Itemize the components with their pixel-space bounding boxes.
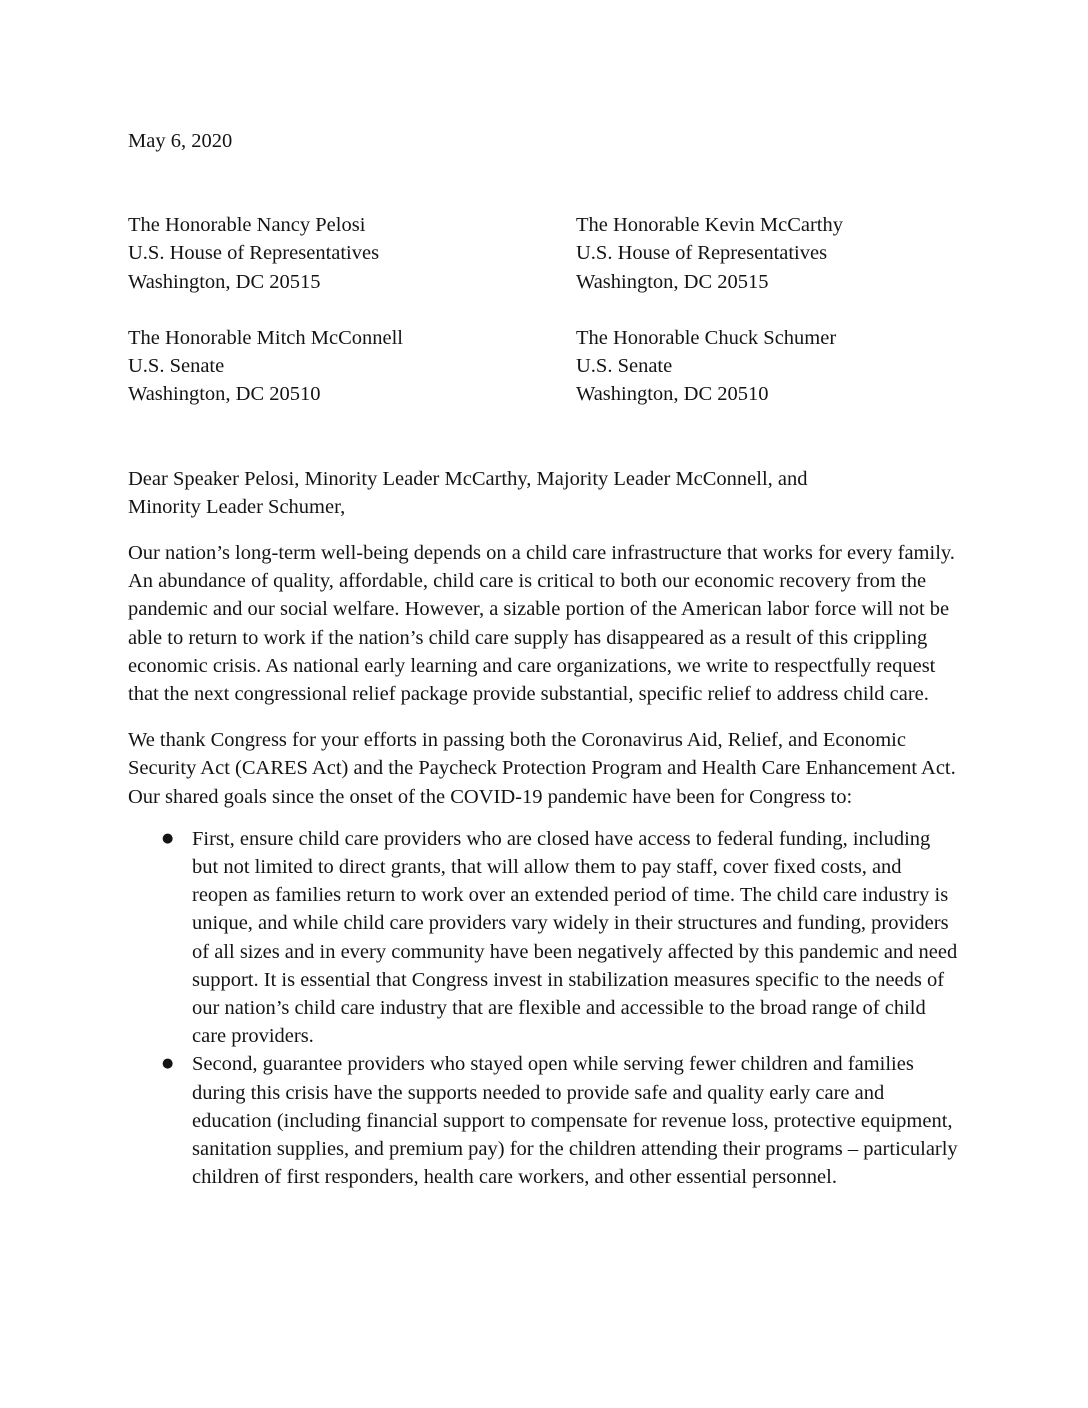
recipient-mcconnell xyxy=(128,324,576,409)
recipient-mccarthy xyxy=(576,211,956,296)
recipient-office: U.S. Senate xyxy=(576,355,673,378)
recipient-schumer xyxy=(576,324,956,409)
recipient-name: The Honorable Nancy Pelosi xyxy=(128,214,366,237)
letter-page xyxy=(128,127,958,1191)
recipient-office: U.S. House of Representatives xyxy=(128,242,380,265)
goal-text: First, ensure child care providers who are closed have access to federal funding, including but not limited to direct grants, that will allow them to pay staff, cover fixed costs, and reopen as families return to work over an extended period of time. The child care industry is unique, and while child care providers vary widely in their structures and funding, providers of all sizes and in every community have been negatively affected by this pandemic and need support. It is essential that Congress invest in stabilization measures specific to the needs of our nation’s child care industry that are flexible and accessible to the broad range of child care providers. xyxy=(192,827,958,1048)
goals-list xyxy=(128,825,958,1192)
salutation-line: Dear Speaker Pelosi, Minority Leader McCarthy, Majority Leader McConnell, and xyxy=(128,467,808,490)
recipient-city: Washington, DC 20515 xyxy=(576,270,769,293)
recipient-office: U.S. House of Representatives xyxy=(576,242,828,265)
recipient-column-left xyxy=(128,211,576,408)
list-item xyxy=(128,825,958,1051)
bullet-icon: ● xyxy=(162,1056,174,1072)
recipient-office: U.S. Senate xyxy=(128,355,225,378)
recipient-city: Washington, DC 20510 xyxy=(576,383,769,406)
recipient-name: The Honorable Mitch McConnell xyxy=(128,327,403,349)
recipient-city: Washington, DC 20515 xyxy=(128,270,321,293)
recipient-pelosi xyxy=(128,211,576,296)
body-paragraph-intro: Our nation’s long-term well-being depends on a child care infrastructure that works for every family. An abundance of quality, affordable, child care is critical to both our economic recovery from the pandemic and our social welfare. However, a sizable portion of the American labor force will not be able to return to work if the nation’s child care supply has disappeared as a result of this crippling economic crisis. As national early learning and care organizations, we write to respectfully request that the next congressional relief package provide substantial, specific relief to address child care. xyxy=(128,542,955,706)
letter-date: May 6, 2020 xyxy=(128,130,233,152)
salutation-line: Minority Leader Schumer, xyxy=(128,495,346,518)
recipient-city: Washington, DC 20510 xyxy=(128,383,321,406)
recipient-name: The Honorable Chuck Schumer xyxy=(576,327,837,349)
bullet-icon: ● xyxy=(162,830,174,846)
salutation xyxy=(128,465,958,521)
recipient-addresses xyxy=(128,211,958,408)
goal-text: Second, guarantee providers who stayed open while serving fewer children and families during this crisis have the supports needed to provide safe and quality early care and education (including financial support to compensate for revenue loss, protective equipment, sanitation supplies, and premium pay) for the children attending their programs – particularly children of first responders, health care workers, and other essential personnel. xyxy=(192,1053,958,1189)
recipient-column-right xyxy=(576,211,956,408)
recipient-name: The Honorable Kevin McCarthy xyxy=(576,214,843,237)
list-item xyxy=(128,1050,958,1191)
body-paragraph-thanks: We thank Congress for your efforts in passing both the Coronavirus Aid, Relief, and Economic Security Act (CARES Act) and the Paycheck Protection Program and Health Care Enhancement Act. Our shared goals since the onset of the COVID-19 pandemic have been for Congress to: xyxy=(128,729,956,808)
